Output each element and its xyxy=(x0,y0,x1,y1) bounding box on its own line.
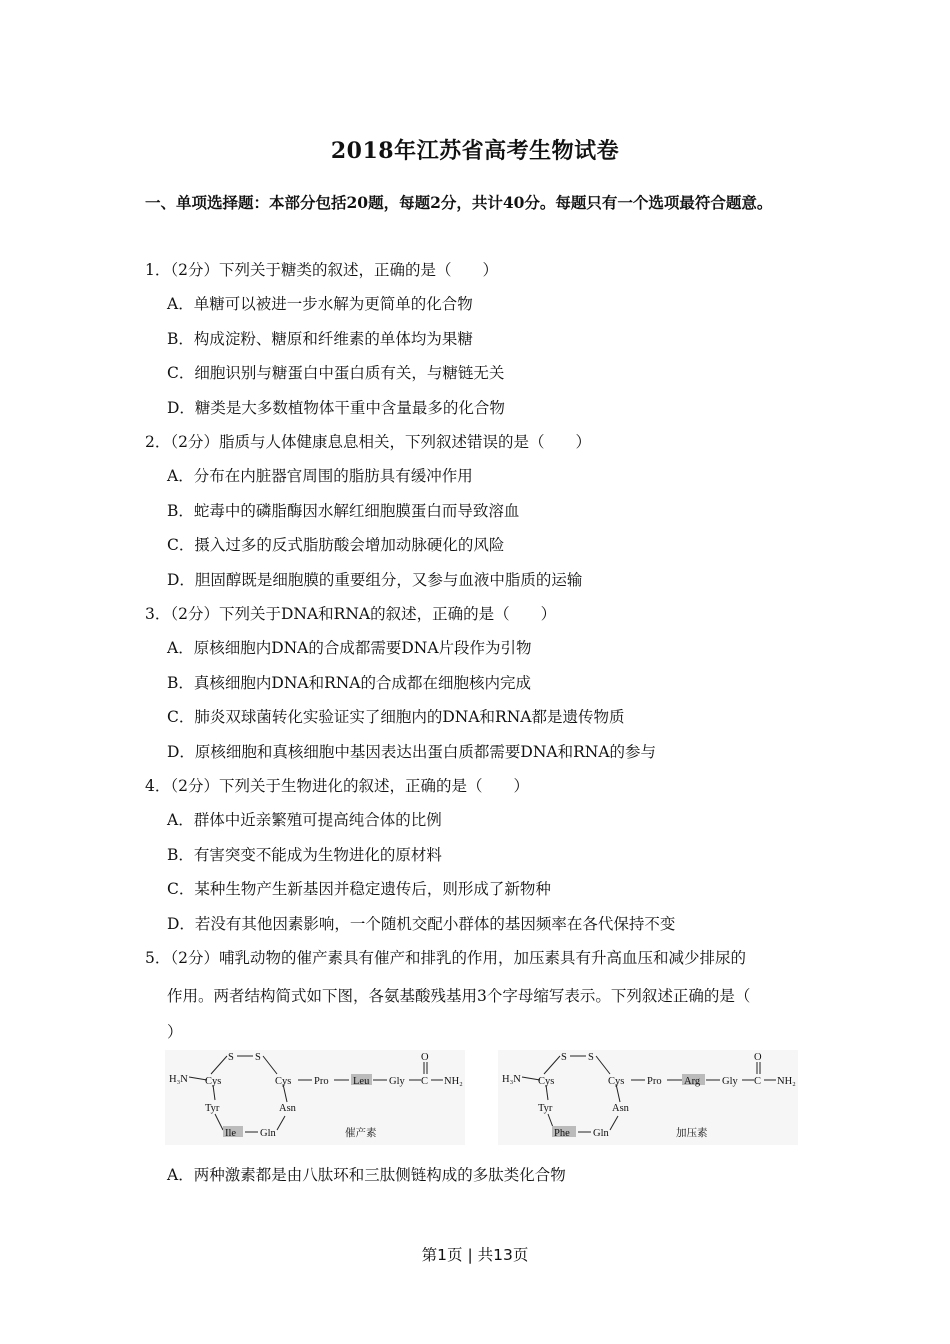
leu-residue: Leu xyxy=(353,1076,370,1087)
asn-residue: Asn xyxy=(612,1103,629,1114)
carbonyl-carbon: C xyxy=(421,1076,429,1087)
cys-residue-1: Cys xyxy=(538,1076,555,1087)
vasopressin-structure-figure xyxy=(498,1050,798,1145)
question-3-option-a: A．原核细胞内DNA的合成都需要DNA片段作为引物 xyxy=(167,639,532,657)
sulfur-1: S xyxy=(561,1052,567,1063)
question-1-option-a: A．单糖可以被进一步水解为更简单的化合物 xyxy=(167,295,473,313)
sulfur-2: S xyxy=(588,1052,594,1063)
section-instructions: 一、单项选择题：本部分包括20题，每题2分，共计40分。每题只有一个选项最符合题意。 xyxy=(145,193,773,212)
page-title: 2018年江苏省高考生物试卷 xyxy=(330,138,620,164)
gly-residue: Gly xyxy=(722,1076,738,1087)
question-4-option-c: C．某种生物产生新基因并稳定遗传后，则形成了新物种 xyxy=(167,880,551,898)
question-3-option-c: C．肺炎双球菌转化实验证实了细胞内的DNA和RNA都是遗传物质 xyxy=(167,708,625,726)
question-5-stem-line2: 作用。两者结构简式如下图，各氨基酸残基用3个字母缩写表示。下列叙述正确的是（ xyxy=(167,987,751,1005)
n-terminus-label: H₃N xyxy=(169,1074,188,1085)
question-5-stem-line1: 5．（2分）哺乳动物的催产素具有催产和排乳的作用，加压素具有升高血压和减少排尿的 xyxy=(145,949,746,967)
pro-residue: Pro xyxy=(314,1076,329,1087)
question-5-option-a: A．两种激素都是由八肽环和三肽侧链构成的多肽类化合物 xyxy=(167,1166,566,1184)
cys-residue-2: Cys xyxy=(275,1076,292,1087)
pro-residue: Pro xyxy=(647,1076,662,1087)
amide-group: NH₂ xyxy=(777,1076,796,1087)
question-4-option-b: B．有害突变不能成为生物进化的原材料 xyxy=(167,846,442,864)
question-1-option-c: C．细胞识别与糖蛋白中蛋白质有关，与糖链无关 xyxy=(167,364,505,382)
arg-residue: Arg xyxy=(684,1076,701,1087)
cys-residue-2: Cys xyxy=(608,1076,625,1087)
question-4-option-a: A．群体中近亲繁殖可提高纯合体的比例 xyxy=(167,811,442,829)
n-terminus-label: H₃N xyxy=(502,1074,521,1085)
question-2-option-a: A．分布在内脏器官周围的脂肪具有缓冲作用 xyxy=(167,467,473,485)
question-2-option-b: B．蛇毒中的磷脂酶因水解红细胞膜蛋白而导致溶血 xyxy=(167,502,520,520)
question-2-option-d: D．胆固醇既是细胞膜的重要组分，又参与血液中脂质的运输 xyxy=(167,571,583,589)
tyr-residue: Tyr xyxy=(538,1103,553,1114)
page-footer: 第1页 | 共13页 xyxy=(421,1246,529,1264)
oxytocin-label: 催产素 xyxy=(345,1127,377,1139)
question-2-option-c: C．摄入过多的反式脂肪酸会增加动脉硬化的风险 xyxy=(167,536,505,554)
ile-residue: Ile xyxy=(225,1128,237,1139)
tyr-residue: Tyr xyxy=(205,1103,220,1114)
question-1-option-d: D．糖类是大多数植物体干重中含量最多的化合物 xyxy=(167,399,505,417)
question-1-option-b: B．构成淀粉、糖原和纤维素的单体均为果糖 xyxy=(167,330,473,348)
gln-residue: Gln xyxy=(260,1128,276,1139)
amide-group: NH₂ xyxy=(444,1076,463,1087)
carbonyl-oxygen: O xyxy=(754,1052,762,1063)
sulfur-2: S xyxy=(255,1052,261,1063)
question-4-option-d: D．若没有其他因素影响，一个随机交配小群体的基因频率在各代保持不变 xyxy=(167,915,676,933)
cys-residue-1: Cys xyxy=(205,1076,222,1087)
carbonyl-carbon: C xyxy=(754,1076,762,1087)
question-4-stem: 4．（2分）下列关于生物进化的叙述，正确的是（ ） xyxy=(145,777,529,795)
asn-residue: Asn xyxy=(279,1103,296,1114)
vasopressin-label: 加压素 xyxy=(676,1127,708,1139)
question-2-stem: 2．（2分）脂质与人体健康息息相关，下列叙述错误的是（ ） xyxy=(145,433,591,451)
phe-residue: Phe xyxy=(554,1128,570,1139)
question-5-stem-line3: ） xyxy=(167,1023,183,1041)
question-3-stem: 3．（2分）下列关于DNA和RNA的叙述，正确的是（ ） xyxy=(145,605,557,623)
sulfur-1: S xyxy=(228,1052,234,1063)
question-3-option-d: D．原核细胞和真核细胞中基因表达出蛋白质都需要DNA和RNA的参与 xyxy=(167,743,657,761)
gln-residue: Gln xyxy=(593,1128,609,1139)
oxytocin-structure-figure xyxy=(165,1050,465,1145)
carbonyl-oxygen: O xyxy=(421,1052,429,1063)
question-1-stem: 1．（2分）下列关于糖类的叙述，正确的是（ ） xyxy=(145,261,498,279)
gly-residue: Gly xyxy=(389,1076,405,1087)
question-3-option-b: B．真核细胞内DNA和RNA的合成都在细胞核内完成 xyxy=(167,674,532,692)
